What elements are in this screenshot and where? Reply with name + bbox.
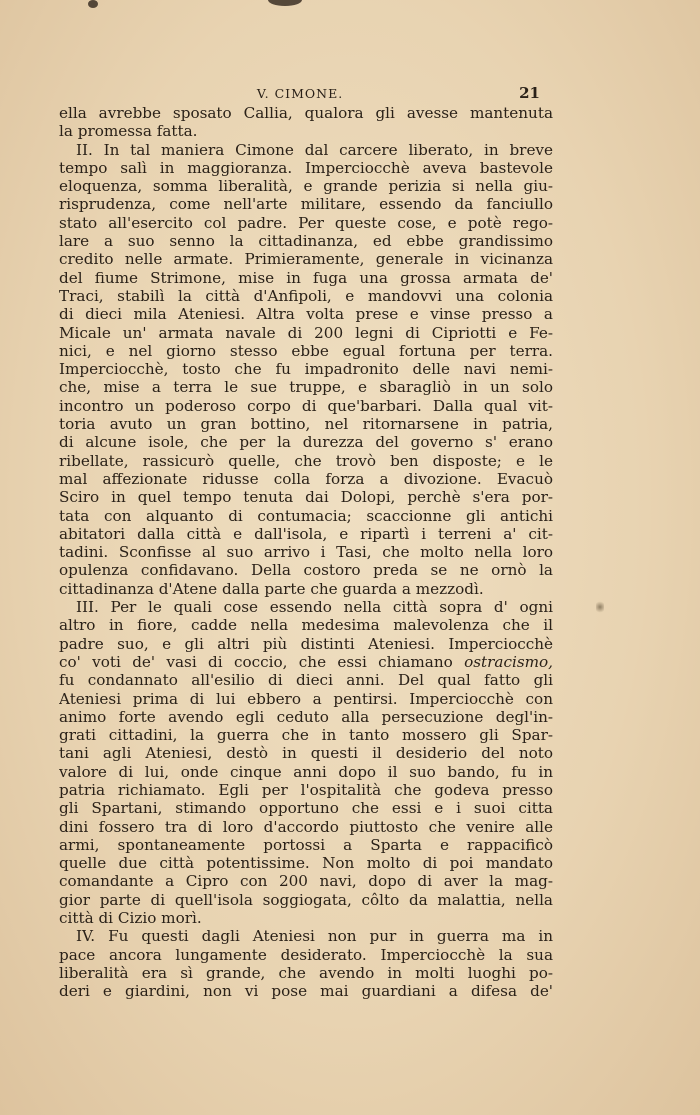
text-line: tani agli Ateniesi, destò in questi il desiderio del noto — [59, 744, 553, 763]
text-line: città di Cizio morì. — [59, 909, 202, 928]
ink-blot — [268, 0, 302, 6]
text-line: del fiume Strimone, mise in fuga una grossa armata de' — [59, 268, 553, 287]
text-line: Traci, stabilì la città d'Anfipoli, e mandovvi una colonia — [59, 286, 553, 305]
text-line: altro in fiore, cadde nella medesima malevolenza che il — [59, 616, 553, 635]
text-line: IV. Fu questi dagli Ateniesi non pur in guerra ma in — [76, 927, 553, 946]
text-line: Ateniesi prima di lui ebbero a pentirsi. Imperciocchè con — [59, 689, 553, 708]
text-line: tadini. Sconfisse al suo arrivo i Tasi, che molto nella loro — [59, 543, 553, 562]
text-line: gli Spartani, stimando opportuno che essi e i suoi citta — [59, 799, 553, 818]
body-text — [59, 104, 553, 1001]
page-header — [60, 84, 540, 104]
running-title: V. CIMONE. — [256, 86, 344, 101]
text-line: valore di lui, onde cinque anni dopo il suo bando, fu in — [59, 762, 553, 781]
page-number: 21 — [519, 84, 540, 102]
text-line: lare a suo senno la cittadinanza, ed ebbe grandissimo — [59, 232, 553, 251]
text-line: di alcune isole, che per la durezza del governo s' erano — [59, 433, 553, 452]
text-line: toria avuto un gran bottino, nel ritornarsene in patria, — [59, 415, 553, 434]
text-line: la promessa fatta. — [59, 122, 198, 141]
ink-blot — [88, 0, 98, 8]
text-line: tempo salì in maggioranza. Imperciocchè aveva bastevole — [59, 158, 553, 177]
text-line: animo forte avendo egli ceduto alla persecuzione degl'in- — [59, 707, 553, 726]
text-line: abitatori dalla città e dall'isola, e ripartì i terreni a' cit- — [59, 524, 553, 543]
paper-stain — [596, 600, 604, 614]
text-line: ribellate, rassicurò quelle, che trovò ben disposte; e le — [59, 451, 553, 470]
text-line: quelle due città potentissime. Non molto di poi mandato — [59, 854, 553, 873]
text-line: dini fossero tra di loro d'accordo piuttosto che venire alle — [59, 817, 553, 836]
text-line: armi, spontaneamente portossi a Sparta e rappacificò — [59, 835, 553, 854]
text-line: pace ancora lungamente desiderato. Imperciocchè la sua — [59, 945, 553, 964]
text-line: patria richiamato. Egli per l'ospitalità che godeva presso — [59, 780, 553, 799]
text-line: credito nelle armate. Primieramente, generale in vicinanza — [59, 250, 553, 269]
text-line: stato all'esercito col padre. Per queste cose, e potè rego- — [59, 213, 553, 232]
text-line: gior parte di quell'isola soggiogata, côlto da malattia, nella — [59, 890, 553, 909]
text-line: ella avrebbe sposato Callia, qualora gli avesse mantenuta — [59, 104, 553, 122]
text-line: fu condannato all'esilio di dieci anni. Del qual fatto gli — [59, 671, 553, 690]
text-line: di dieci mila Ateniesi. Altra volta prese e vinse presso a — [59, 305, 553, 324]
text-line: grati cittadini, la guerra che in tanto mossero gli Spar- — [59, 726, 553, 745]
text-line: opulenza confidavano. Della costoro preda se ne ornò la — [59, 561, 553, 580]
text-line: incontro un poderoso corpo di que'barbari. Dalla qual vit- — [59, 396, 553, 415]
text-line: tata con alquanto di contumacia; scaccionne gli antichi — [59, 506, 553, 525]
text-line: Micale un' armata navale di 200 legni di Cipriotti e Fe- — [59, 323, 553, 342]
text-line: deri e giardini, non vi pose mai guardiani a difesa de' — [59, 982, 553, 1001]
text-line: nici, e nel giorno stesso ebbe egual fortuna per terra. — [59, 341, 553, 360]
text-line: comandante a Cipro con 200 navi, dopo di aver la mag- — [59, 872, 553, 891]
text-line: eloquenza, somma liberalità, e grande perizia si nella giu- — [59, 177, 553, 196]
text-line: III. Per le quali cose essendo nella città sopra d' ogni — [76, 598, 553, 617]
italic-term: ostracismo, — [464, 652, 553, 671]
text-line: liberalità era sì grande, che avendo in molti luoghi po- — [59, 963, 553, 982]
text-line: co' voti de' vasi di coccio, che essi chiamano ostracismo, — [59, 652, 553, 671]
text-line: padre suo, e gli altri più distinti Ateniesi. Imperciocchè — [59, 634, 553, 653]
text-line: II. In tal maniera Cimone dal carcere liberato, in breve — [76, 140, 553, 159]
text-line: Imperciocchè, tosto che fu impadronito delle navi nemi- — [59, 360, 553, 379]
text-line: che, mise a terra le sue truppe, e sbaragliò in un solo — [59, 378, 553, 397]
text-line: Sciro in quel tempo tenuta dai Dolopi, perchè s'era por- — [59, 488, 553, 507]
text-line: mal affezionate ridusse colla forza a divozione. Evacuò — [59, 469, 553, 488]
text-line: risprudenza, come nell'arte militare, essendo da fanciullo — [59, 195, 553, 214]
text-line: cittadinanza d'Atene dalla parte che guarda a mezzodì. — [59, 579, 484, 598]
